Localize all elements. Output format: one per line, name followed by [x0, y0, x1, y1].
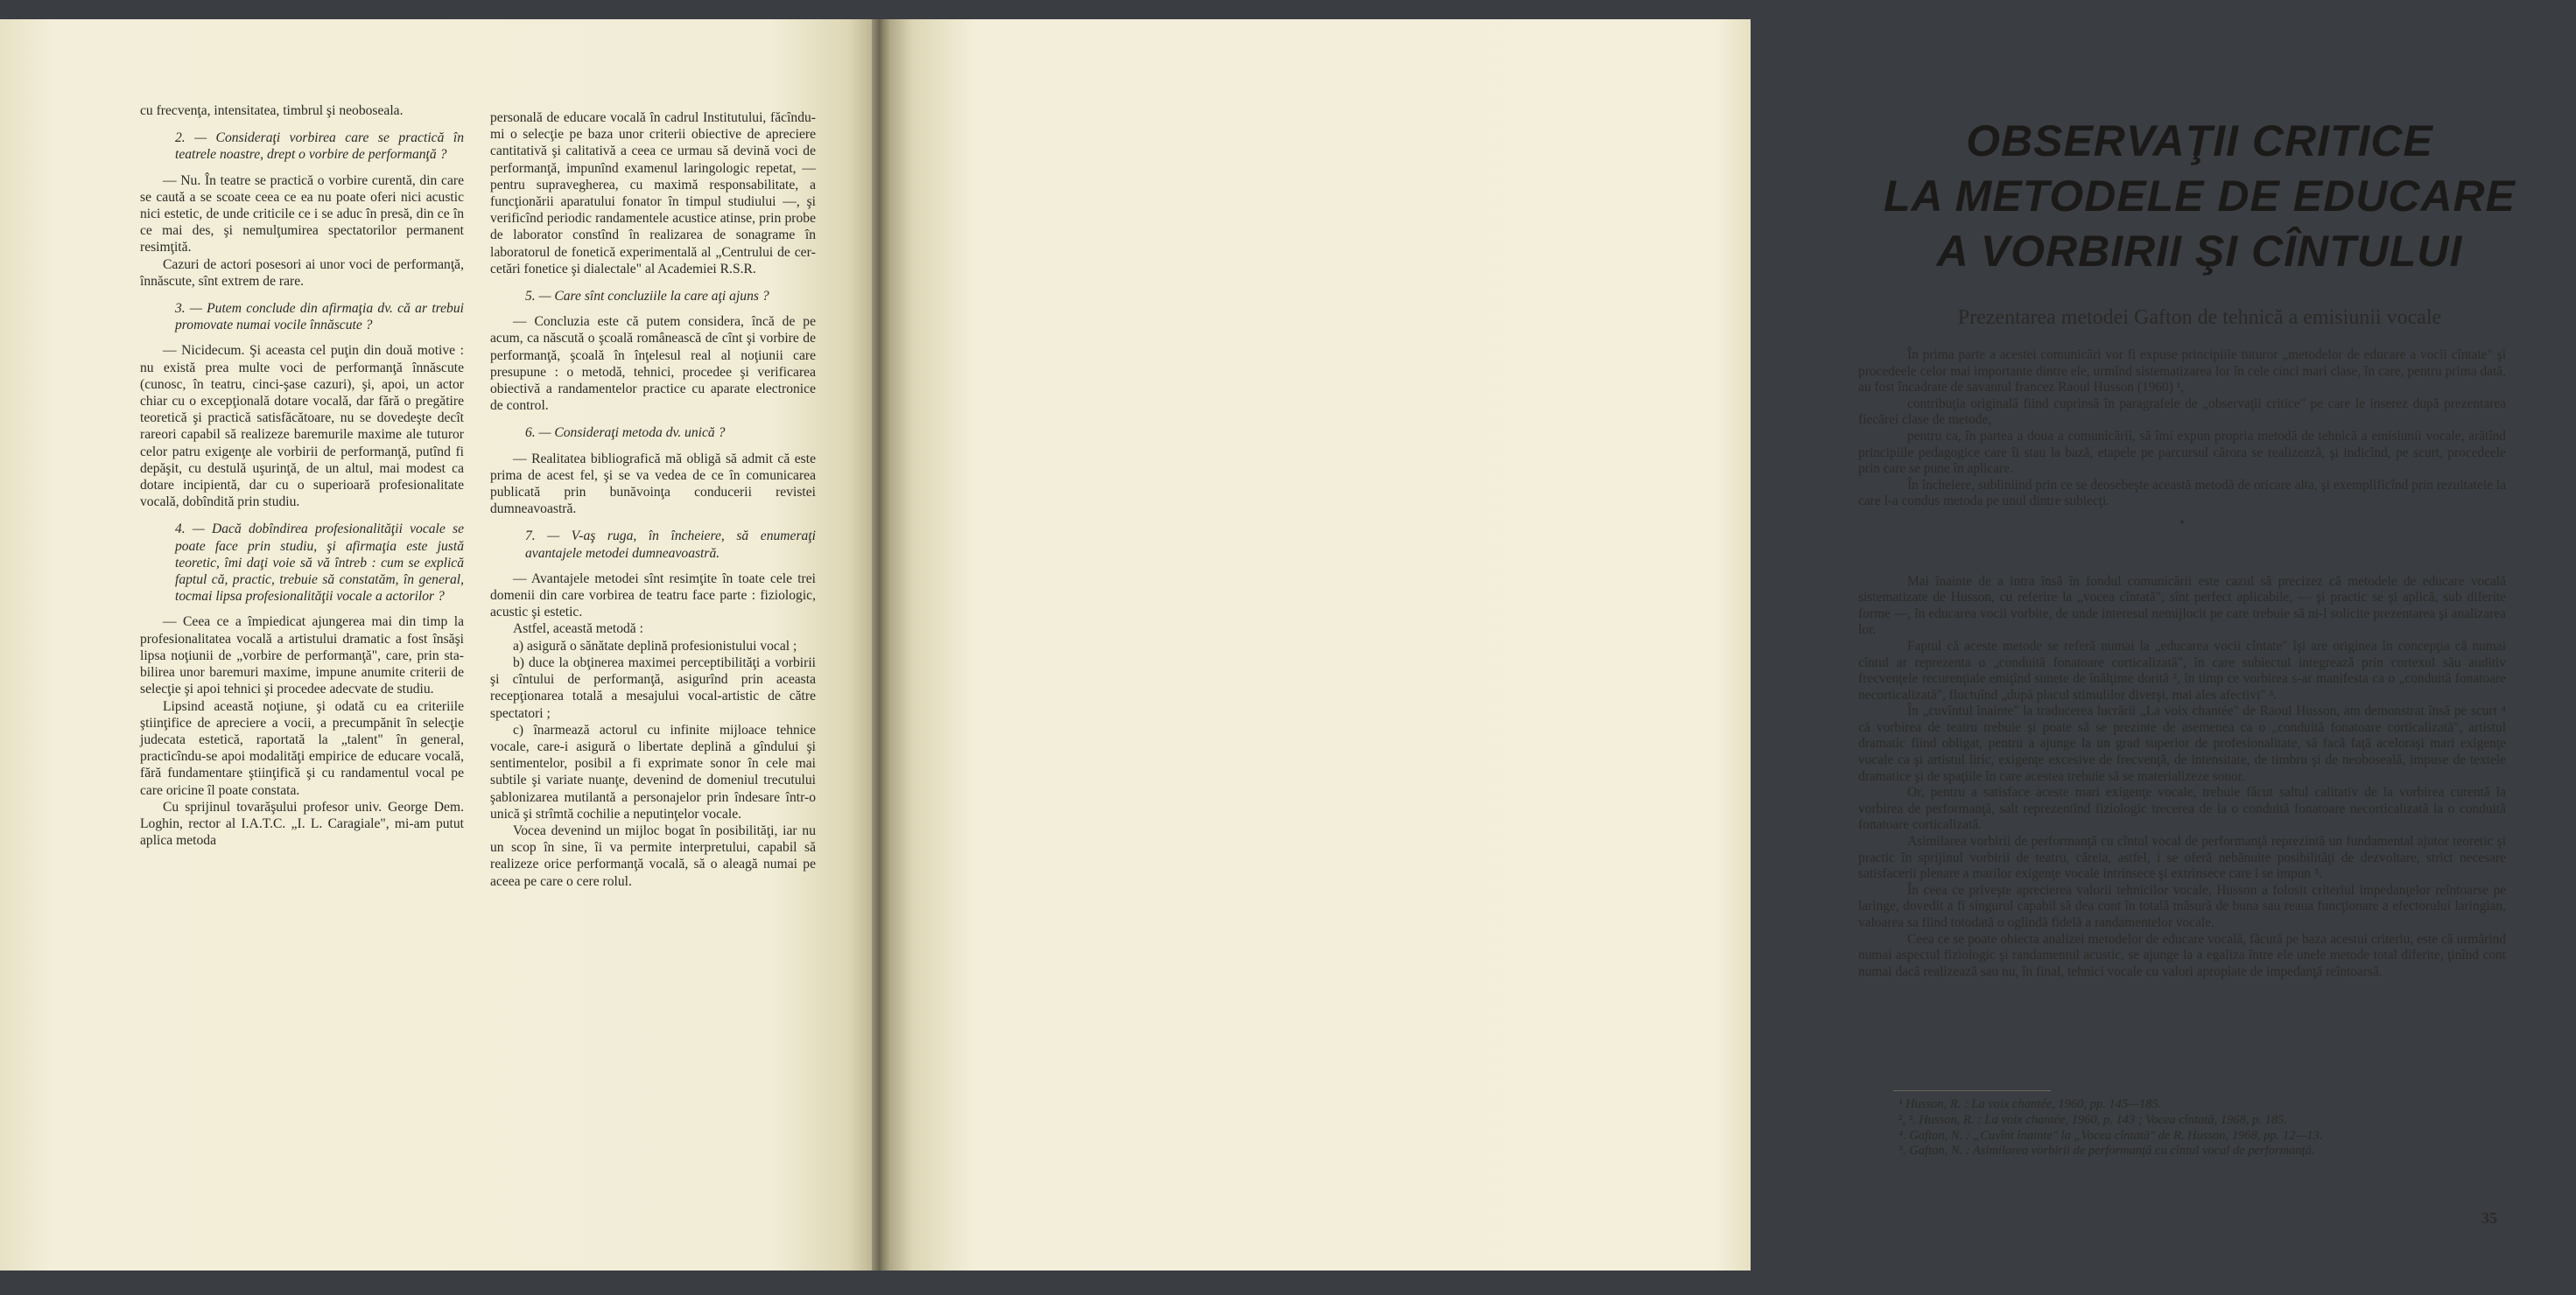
left-column-1: [140, 102, 464, 849]
body-section: [1858, 574, 2506, 981]
intro-section: [1858, 347, 2506, 510]
interview-paragraph: — Avantajele metodei sînt resimţite în toate cele trei domenii din care vorbirea de teatru face parte : fiziologic, acustic şi estetic.: [490, 570, 816, 620]
body-paragraph: Asimilarea vorbirii de performanţă cu cîntul vocal de performanţă reprezintă un fundamental ajutor teoretic şi practic în sprijinul vorbirii de teatru, căreia, astfel, i se oferă nebănuite posibilităţi de dezvoltare, strict necesare satisfacerii plenare a marilor exigenţe vocale intrinsece şi extrinsece care i se impun ⁵.: [1858, 834, 2506, 882]
intro-paragraph: contribuţia originală fiind cuprinsă în paragrafele de „observaţii critice" pe care le inserez după prezentarea fiecărei clase de metode,: [1858, 396, 2506, 428]
interview-paragraph: Vocea devenind un mijloc bogat în posibilităţi, iar nu un scop în sine, îi va permite interpretului, capabil să realizeze orice performanţă vocală, să o aleagă numai pe aceea pe care o cere rolul.: [490, 822, 816, 889]
left-column-2: [490, 109, 816, 890]
intro-paragraph: În încheiere, subliniind prin ce se deosebeşte această metodă de oricare alta, şi exemplificînd prin rezultatele la care l-a condus metoda pe unul dintre subiecţi.: [1858, 477, 2506, 509]
interview-paragraph: — Nu. În teatre se practică o vorbire curentă, din care se caută a se scoate ceea ce ea nu poate oferi nici acustic nici estetic, de unde criticile ce i se aduc în presă, din ce în ce mai des, şi nemulţumirea spectatorilor permanent resimţită.: [140, 172, 464, 256]
right-page: [887, 19, 2516, 1270]
interview-paragraph: Astfel, această metodă :: [513, 621, 643, 637]
body-paragraph: Mai înainte de a intra însă în fondul comunicării este cazul să precizez că metodele de educare vocală sistematizate de Husson, cu referire la „vocea cîntată", sînt perfect aplicabile, — şi practic se şi aplică, sub diferite forme —, în educarea vocii vorbite, de unde interesul nemijlocit pe care trebuie să ni-l solicite prezentarea şi analizarea lor.: [1858, 573, 2506, 638]
footnote: ⁴. Gafton, N. : „Cuvînt înainte" la „Vocea cîntată" de R. Husson, 1968, pp. 12—13.: [1899, 1128, 2323, 1143]
section-separator: •: [2179, 514, 2185, 530]
interview-question: 5. — Care sînt concluziile la care aţi ajuns ?: [525, 289, 769, 304]
body-paragraph: În ceea ce priveşte aprecierea valorii tehnicilor vocale, Husson a folosit criteriul impedanţelor reîntoarse pe laringe, dovedit a fi singurul capabil să dea cont în totală măsură de buna sau reaua funcţionare a efectorului laringian, valoarea sa fiind totodată o oglindă fidelă a randamentelor vocale.: [1858, 882, 2506, 930]
footnote: ⁵. Gafton, N. : Asimilarea vorbirii de performanţă cu cîntul vocal de performanţă.: [1899, 1144, 2315, 1158]
footnote: ¹ Husson, R. : La voix chantée, 1960, pp. 145—185.: [1899, 1097, 2162, 1111]
interview-paragraph: — Realitatea bibliografică mă obligă să admit că este prima de acest fel, şi se va vedea de ce în comunicarea publicată prin bunăvoinţa conducerii revistei dumneavoastră.: [490, 451, 816, 517]
interview-question: 4. — Dacă dobîndirea profesionalităţii vocale se poate face prin studiu, şi afirmaţia este justă teoretic, îmi daţi voie să vă întreb : cum se explică faptul că, practic, trebuie să constatăm, în general, tocmai lipsa profesionalităţii vocale a actorilor ?: [175, 522, 464, 605]
footnote-divider: [1893, 1090, 2051, 1091]
article-subtitle: Prezentarea metodei Gafton de tehnică a emisiunii vocale: [1957, 306, 2442, 329]
interview-paragraph: Lipsind această noţiune, şi odată cu ea criteriile ştiinţifice de apreciere a vocii, a precumpănit în selecţie judecata estetică, raportată la „talent" în general, practicîndu-se apoi modalităţi empirice de educare vocală, fără fundamentare ştiinţifică şi cu randamentul vocal pe care oricine îl poate constata.: [140, 698, 464, 798]
article-title: [1823, 114, 2576, 279]
interview-paragraph: — Ceea ce a împiedicat ajungerea mai din timp la profesionalitatea vocală a artistului dramatic a fost însăşi lipsa noţiunii de „vorbire de performanţă", care, prin stabilirea unor baremuri maxime, impune anumite criterii de selecţie şi apoi tehnici şi procedee adecvate de studiu.: [140, 614, 464, 697]
interview-paragraph: b) duce la obţinerea maximei perceptibilităţi a vorbirii şi cîntului de performanţă, asigurînd prin aceasta recepţionarea totală a mesajului vocal-artistic de către spectatori ;: [490, 654, 816, 721]
interview-paragraph: a) asigură o sănătate deplină profesionistului vocal ;: [513, 638, 797, 654]
interview-question: 7. — V-aş ruga, în încheiere, să enumeraţi avantajele metodei dumneavoastră.: [525, 528, 816, 561]
interview-paragraph: c) înarmează actorul cu infinite mijloace tehnice vocale, care-i asigură o libertate deplină a gîndului şi sentimentelor, posibil a fi exprimate sonor în cele mai subtile şi variate nuanţe, devenind de domeniul trecutului şablonizarea mutilantă a personajelor prin îndesare într-o unică şi strîmtă cochilie a neputinţelor vocale.: [490, 722, 816, 822]
interview-paragraph: Cazuri de actori posesori ai unor voci de performanţă, înnăscute, sînt extrem de rare.: [140, 256, 464, 289]
interview-paragraph: — Nicidecum. Şi aceasta cel puţin din două motive : nu există prea multe voci de performanţă înnăscute (cunosc, în teatru, cinci-şase cazuri), şi, apoi, un actor chiar cu o excepţională dotare vocală, dar fără o pregătire teoretică şi practică satisfăcătoare, nu se dovedeşte decît rareori capabil să realizeze baremurile maxime ale tuturor celor patru exigenţe ale vorbirii de performanţă, putînd fi depăşit, cu destulă uşurinţă, de un altul, mai modest ca dotare incipientă, dar cu o superioară profesionalitate vocală, dobîndită prin studiu.: [140, 343, 464, 510]
intro-paragraph: pentru ca, în partea a doua a comunicării, să îmi expun propria metodă de tehnică a emisiunii vocale, arătînd principiile pedagogice care îi stau la bază, etapele pe parcursul cărora se realizează, şi indicînd, pe scurt, procedeele prin care se pune în aplicare.: [1858, 428, 2506, 477]
interview-paragraph: — Concluzia este că putem considera, încă de pe acum, ca născută o şcoală românească de cînt şi vorbire de performanţă, şcoală în înţelesul real al noţiunii care presupune : o metodă, tehnici, procedee şi verificarea obiectivă a randamentelor practice cu aparate electronice de control.: [490, 314, 816, 414]
interview-question: 3. — Putem conclude din afirmaţia dv. că ar trebui promovate numai vocile înnăscute ?: [175, 301, 464, 333]
footnotes: [1876, 1097, 2506, 1159]
body-paragraph: Ceea ce se poate obiecta analizei metodelor de educare vocală, făcută pe baza acestui criteriu, este că urmărind numai aspectul fiziologic şi randamentul acustic, se ajunge la a egaliza între ele unele metode total diferite, ţinînd cont numai dacă realizează sau nu, în final, tehnici vocale cu valori apropiate de impedanţă reîntoarsă.: [1858, 931, 2506, 979]
book-spine: [872, 19, 891, 1270]
footnote: ², ³. Husson, R. : La voix chantée, 1960, p. 143 ; Vocea cîntată, 1968, p. 185.: [1899, 1112, 2288, 1127]
interview-paragraph: cu frecvenţa, intensitatea, timbrul şi neoboseala.: [140, 103, 404, 118]
interview-paragraph: personală de educare vocală în cadrul Institutului, făcîndu-mi o selecţie pe baza unor criterii obiective de apreciere cantitativă şi calitativă a ceea ce urmau să devină voci de performanţă, impunînd examenul laringologic repetat, — pentru supravegherea, cu maximă responsabilitate, a funcţionării aparatului fonator în timpul studiului —, şi verificînd periodic randamentele acustice atinse, prin probe de laborator constînd în realizarea de sonagrame în laboratorul de fonetică experimentală al „Centrului de cercetări fonetice şi dialectale" al Academiei R.S.R.: [490, 110, 816, 276]
right-column: [1858, 347, 2506, 980]
interview-paragraph: Cu sprijinul tovarăşului profesor univ. George Dem. Loghin, rector al I.A.T.C. „I. L. Caragiale", mi-am putut aplica metoda: [140, 799, 464, 849]
body-paragraph: În „cuvîntul înainte" la traducerea lucrării „La voix chantée" de Raoul Husson, am demonstrat însă pe scurt ⁴ că vorbirea de teatru trebuie şi poate să se prezinte de asemenea ca o „conduită fonatoare corticalizată", artistul dramatic fiind obligat, pentru a ajunge la un grad superior de profesionalitate, să facă faţă aceloraşi mari exigenţe vocale ca şi artistul liric, exigenţe excesive de frecvenţă, de intensitate, de timbru şi de neoboseală, impuse de textele dramatice şi de spaţiile în care acestea trebuie să se materializeze sonor.: [1858, 704, 2506, 784]
left-page: [0, 19, 875, 1270]
intro-paragraph: În prima parte a acestei comunicări vor fi expuse principiile tuturor „metodelor de educare a vocii cîntate" şi procedeele celor mai importante dintre ele, urmînd sistematizarea lor în cele cinci mari clase, în care, pentru prima dată, au fost încadrate de savantul francez Raoul Husson (1960) ¹,: [1858, 347, 2506, 396]
interview-question: 2. — Consideraţi vorbirea care se practică în teatrele noastre, drept o vorbire de performanţă ?: [175, 130, 464, 163]
body-paragraph: Faptul că aceste metode se referă numai la „educarea vocii cîntate" îşi are originea în concepţia că numai cîntul ar reprezenta o „conduită fonatoare corticalizată", în care subiectul integrează prin cortexul său auditiv frecvenţele recurenţiale emiţînd sunete de înălţime dorită ², în timp ce vorbirea s-ar manifesta ca o „conduită fonatoare necorticalizată", fluctuînd „după placul stimulilor diverşi, mai ales afectivi" ³.: [1858, 638, 2506, 703]
body-paragraph: Or, pentru a satisface aceste mari exigenţe vocale, trebuie făcut saltul calitativ de la vorbirea curentă la vorbirea de performanţă, salt reprezentînd fiziologic trecerea de la o conduită fonatoare necorticalizată la o conduită fonatoare corticalizată.: [1858, 785, 2506, 833]
title-line: LA METODELE DE EDUCARE: [1883, 172, 2516, 220]
title-line: A VORBIRII ŞI CÎNTULUI: [1936, 227, 2463, 276]
interview-question: 6. — Consideraţi metoda dv. unică ?: [525, 425, 726, 441]
page-number: 35: [2481, 1209, 2497, 1227]
title-line: OBSERVAŢII CRITICE: [1966, 116, 2433, 165]
